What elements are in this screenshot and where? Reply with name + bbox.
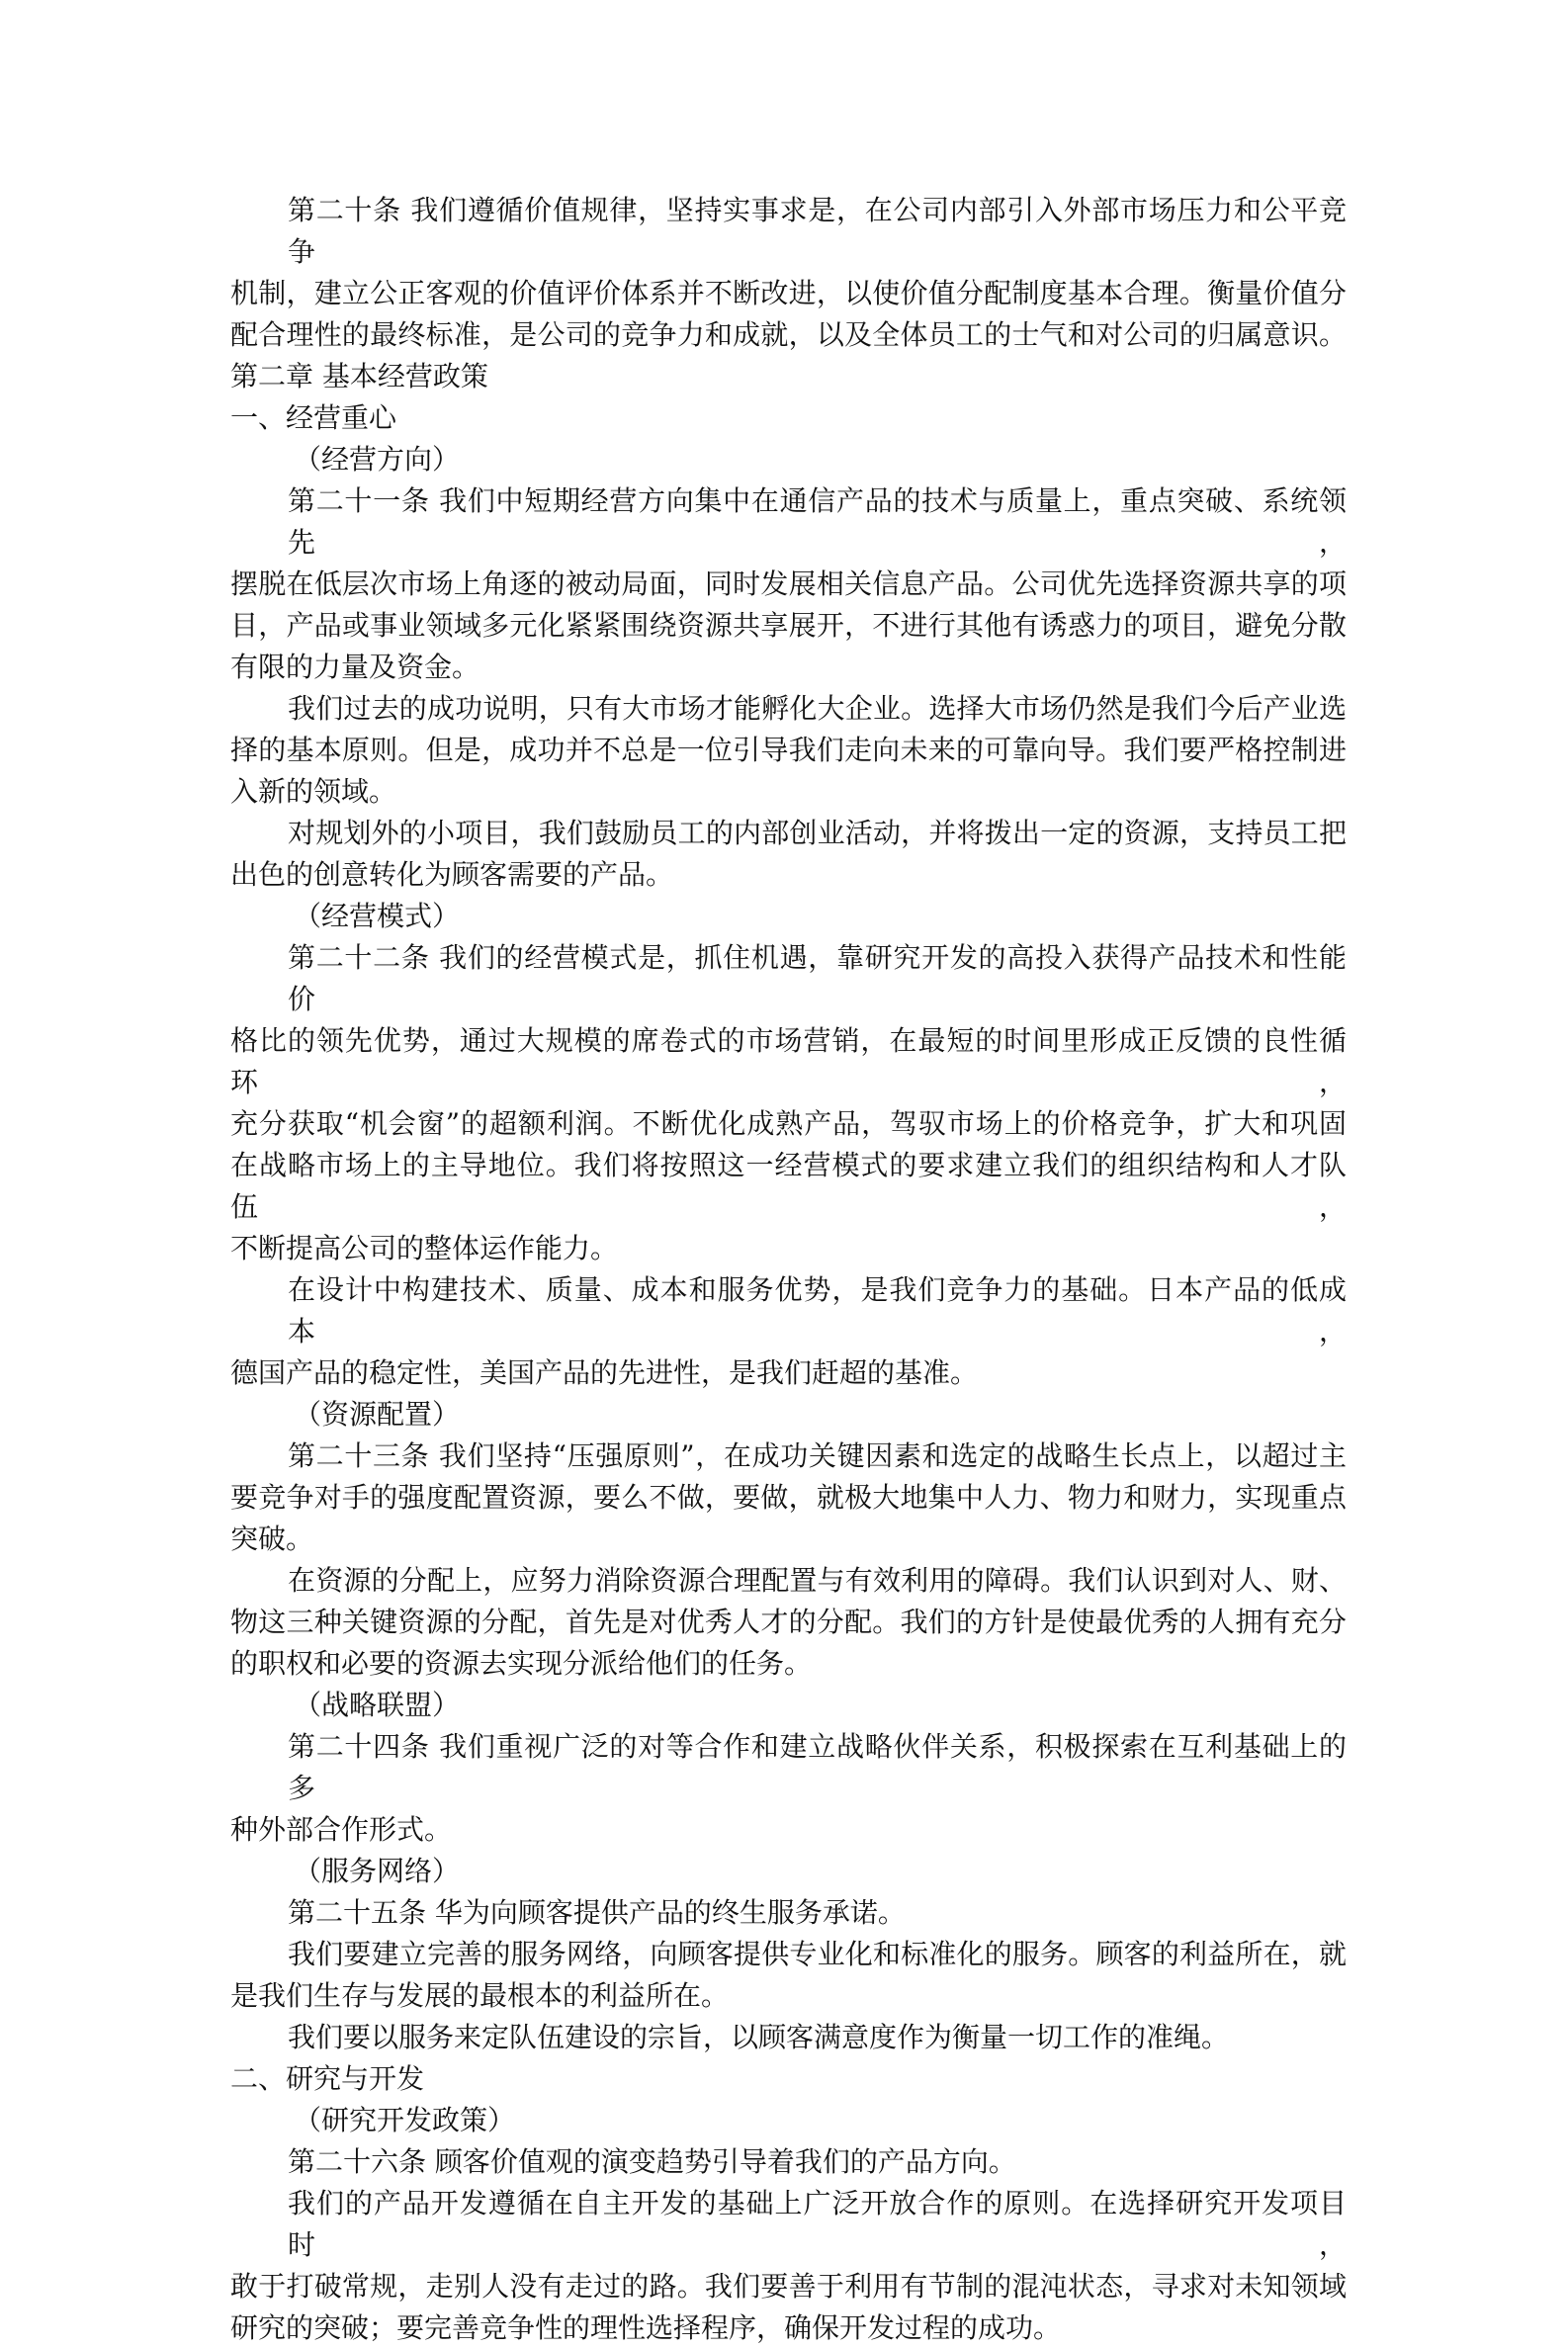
subsection-heading: （经营模式） — [294, 900, 461, 932]
paragraph-line: 在设计中构建技术、质量、成本和服务优势，是我们竞争力的基础。日本产品的低成本， — [288, 1273, 1347, 1348]
paragraph-line: 的职权和必要的资源去实现分派给他们的任务。 — [230, 1647, 813, 1680]
article-22-line: 充分获取“机会窗”的超额利润。不断优化成熟产品，驾驭市场上的价格竞争，扩大和巩固 — [230, 1107, 1347, 1140]
subsection-heading: （战略联盟） — [294, 1689, 461, 1721]
paragraph-line: 德国产品的稳定性，美国产品的先进性，是我们赶超的基准。 — [230, 1356, 979, 1389]
section-heading: 二、研究与开发 — [230, 2062, 425, 2095]
paragraph-line: 出色的创意转化为顾客需要的产品。 — [230, 858, 674, 891]
article-22-line: 格比的领先优势，通过大规模的席卷式的市场营销，在最短的时间里形成正反馈的良性循环， — [230, 1024, 1347, 1098]
article-21-line: 目，产品或事业领域多元化紧紧围绕资源共享展开，不进行其他有诱惑力的项目，避免分散 — [230, 609, 1347, 642]
article-22-line: 第二十二条 我们的经营模式是，抓住机遇，靠研究开发的高投入获得产品技术和性能价 — [288, 941, 1347, 1015]
article-26-line: 第二十六条 顾客价值观的演变趋势引导着我们的产品方向。 — [288, 2145, 1016, 2178]
paragraph-line: 敢于打破常规，走别人没有走过的路。我们要善于利用有节制的混沌状态，寻求对未知领域 — [230, 2270, 1347, 2303]
article-22-line: 不断提高公司的整体运作能力。 — [230, 1232, 619, 1264]
subsection-heading: （研究开发政策） — [294, 2104, 516, 2136]
chapter-heading: 第二章 基本经营政策 — [230, 360, 488, 392]
paragraph-line: 在资源的分配上，应努力消除资源合理配置与有效利用的障碍。我们认识到对人、财、 — [288, 1564, 1347, 1597]
paragraph-line: 择的基本原则。但是，成功并不总是一位引导我们走向未来的可靠向导。我们要严格控制进 — [230, 734, 1347, 766]
section-heading: 一、经营重心 — [230, 401, 397, 434]
paragraph-line: 研究的突破；要完善竞争性的理性选择程序，确保开发过程的成功。 — [230, 2311, 1062, 2344]
paragraph-line: 物这三种关键资源的分配，首先是对优秀人才的分配。我们的方针是使最优秀的人拥有充分 — [230, 1606, 1347, 1638]
paragraph-line: 我们过去的成功说明，只有大市场才能孵化大企业。选择大市场仍然是我们今后产业选 — [288, 692, 1347, 725]
article-20-line: 第二十条 我们遵循价值规律，坚持实事求是，在公司内部引入外部市场压力和公平竞争 — [288, 194, 1347, 268]
paragraph-line: 我们要以服务来定队伍建设的宗旨，以顾客满意度作为衡量一切工作的准绳。 — [288, 2021, 1230, 2053]
article-23-line: 第二十三条 我们坚持“压强原则”，在成功关键因素和选定的战略生长点上，以超过主 — [288, 1439, 1347, 1472]
article-22-line: 在战略市场上的主导地位。我们将按照这一经营模式的要求建立我们的组织结构和人才队伍， — [230, 1149, 1347, 1223]
article-21-line: 有限的力量及资金。 — [230, 651, 480, 683]
paragraph-line: 我们要建立完善的服务网络，向顾客提供专业化和标准化的服务。顾客的利益所在，就 — [288, 1938, 1347, 1970]
document-page — [230, 190, 1347, 2349]
article-24-line: 第二十四条 我们重视广泛的对等合作和建立战略伙伴关系，积极探索在互利基础上的多 — [288, 1730, 1347, 1804]
article-24-line: 种外部合作形式。 — [230, 1813, 453, 1846]
paragraph-line: 我们的产品开发遵循在自主开发的基础上广泛开放合作的原则。在选择研究开发项目时， — [288, 2187, 1347, 2261]
article-20-line: 机制，建立公正客观的价值评价体系并不断改进，以使价值分配制度基本合理。衡量价值分 — [230, 277, 1347, 309]
article-23-line: 要竞争对手的强度配置资源，要么不做，要做，就极大地集中人力、物力和财力，实现重点 — [230, 1481, 1347, 1514]
subsection-heading: （资源配置） — [294, 1398, 461, 1431]
paragraph-line: 是我们生存与发展的最根本的利益所在。 — [230, 1979, 730, 2012]
subsection-heading: （经营方向） — [294, 443, 461, 476]
article-23-line: 突破。 — [230, 1522, 314, 1555]
article-20-line: 配合理性的最终标准，是公司的竞争力和成就，以及全体员工的士气和对公司的归属意识。 — [230, 318, 1347, 351]
article-25-line: 第二十五条 华为向顾客提供产品的终生服务承诺。 — [288, 1896, 906, 1929]
subsection-heading: （服务网络） — [294, 1855, 461, 1887]
article-21-line: 摆脱在低层次市场上角逐的被动局面，同时发展相关信息产品。公司优先选择资源共享的项 — [230, 567, 1347, 600]
paragraph-line: 入新的领域。 — [230, 775, 397, 808]
article-21-line: 第二十一条 我们中短期经营方向集中在通信产品的技术与质量上，重点突破、系统领先， — [288, 484, 1347, 559]
paragraph-line: 对规划外的小项目，我们鼓励员工的内部创业活动，并将拨出一定的资源，支持员工把 — [288, 817, 1347, 849]
